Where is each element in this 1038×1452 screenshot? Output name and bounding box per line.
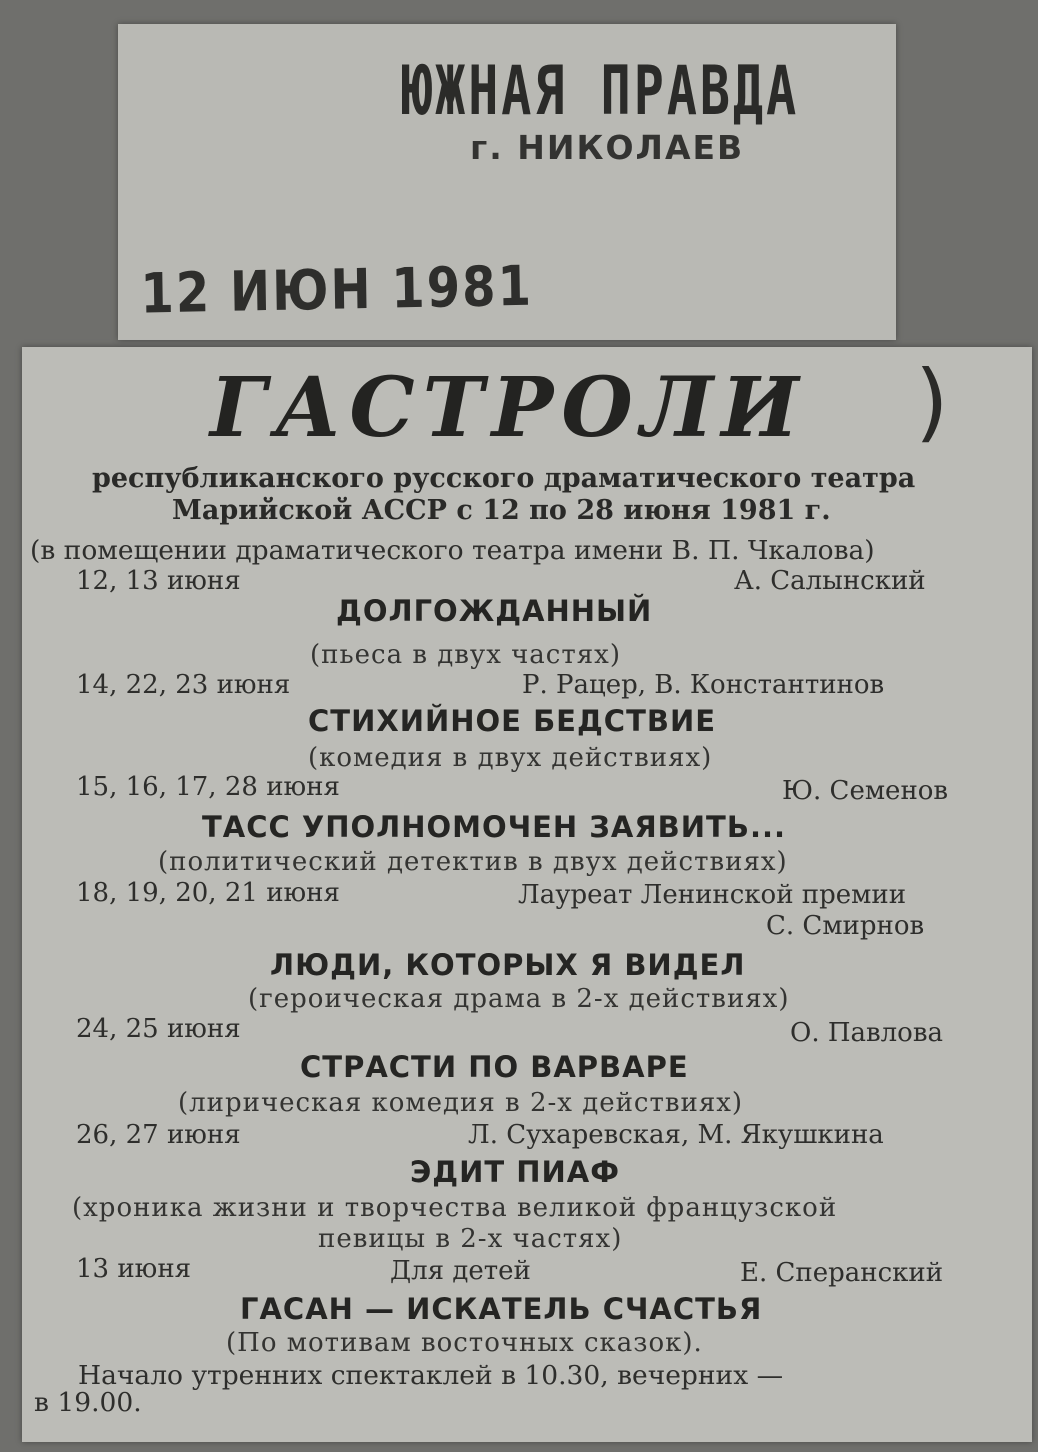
performance-title: СТИХИЙНОЕ БЕДСТВИЕ: [308, 704, 717, 738]
performance-dates: 24, 25 июня: [76, 1014, 241, 1044]
performance-dates: 15, 16, 17, 28 июня: [76, 772, 340, 802]
performance-genre-line-2: певицы в 2-х частях): [318, 1224, 623, 1254]
performance-author: А. Салынский: [734, 566, 926, 596]
performance-dates: 13 июня: [76, 1254, 192, 1284]
performance-genre: (политический детектив в двух действиях): [158, 847, 788, 877]
performance-genre: (хроника жизни и творчества великой французской: [72, 1193, 838, 1223]
stamp-date: 12 ИЮН 1981: [140, 254, 534, 327]
performance-title: СТРАСТИ ПО ВАРВАРЕ: [300, 1050, 689, 1084]
performance-title: ДОЛГОЖДАННЫЙ: [336, 594, 653, 628]
performance-genre: (комедия в двух действиях): [308, 743, 713, 773]
margin-bracket-mark: ): [915, 352, 949, 452]
performance-title: ГАСАН — ИСКАТЕЛЬ СЧАСТЬЯ: [240, 1292, 763, 1326]
subtitle-line-1: республиканского русского драматического театра: [92, 463, 916, 494]
performance-author: Ю. Семенов: [782, 776, 949, 806]
performance-author: Л. Сухаревская, М. Якушкина: [468, 1120, 884, 1150]
start-time-note: Начало утренних спектаклей в 10.30, вечерних —: [78, 1360, 784, 1391]
performance-author: О. Павлова: [790, 1018, 943, 1048]
performance-genre: (По мотивам восточных сказок).: [226, 1328, 703, 1358]
headline: ГАСТРОЛИ: [210, 360, 807, 456]
performance-audience: Для детей: [390, 1256, 531, 1286]
performance-genre: (пьеса в двух частях): [310, 640, 621, 670]
performance-author: Лауреат Ленинской премии: [518, 880, 907, 910]
performance-genre: (лирическая комедия в 2-х действиях): [178, 1088, 744, 1118]
performance-author: Р. Рацер, В. Константинов: [522, 670, 885, 700]
performance-title: ТАСС УПОЛНОМОЧЕН ЗАЯВИТЬ...: [202, 810, 786, 844]
performance-title: ЭДИТ ПИАФ: [410, 1155, 621, 1189]
newspaper-name: ЮЖНАЯ ПРАВДА: [402, 52, 800, 131]
newspaper-city: г. НИКОЛАЕВ: [470, 128, 745, 167]
venue-line: (в помещении драматического театра имени В. П. Чкалова): [30, 535, 875, 566]
start-time-note-line-2: в 19.00.: [34, 1387, 142, 1418]
performance-author-line-2: С. Смирнов: [766, 911, 925, 941]
performance-genre: (героическая драма в 2-х действиях): [248, 984, 790, 1014]
performance-dates: 14, 22, 23 июня: [76, 670, 291, 700]
performance-title: ЛЮДИ, КОТОРЫХ Я ВИДЕЛ: [270, 948, 746, 982]
performance-dates: 18, 19, 20, 21 июня: [76, 878, 340, 908]
performance-dates: 12, 13 июня: [76, 566, 241, 596]
subtitle-line-2: Марийской АССР с 12 по 28 июня 1981 г.: [172, 495, 831, 526]
performance-author: Е. Сперанский: [740, 1258, 944, 1288]
performance-dates: 26, 27 июня: [76, 1120, 241, 1150]
